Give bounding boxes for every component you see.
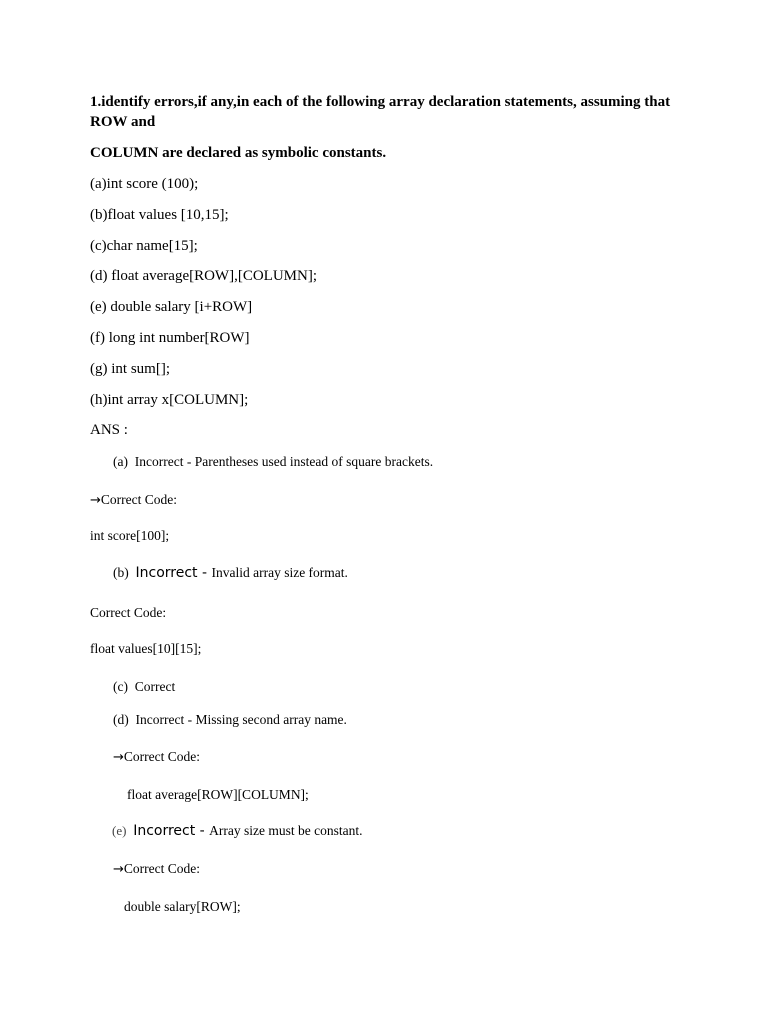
- answer-b: [113, 565, 348, 581]
- answer-d-correct-code-label: [113, 749, 200, 765]
- answer-d: [113, 712, 347, 728]
- answer-a-label: Correct Code:: [100, 492, 178, 507]
- answer-b-code: float values[10][15];: [90, 641, 202, 656]
- answer-d-status: Incorrect: [135, 712, 185, 727]
- arrow-right-icon: →: [113, 750, 124, 765]
- question-item-d: (d) float average[ROW],[COLUMN];: [90, 268, 317, 284]
- answer-a-reason: Parentheses used instead of square brackets.: [194, 454, 434, 469]
- question-item-b: (b)float values [10,15];: [90, 207, 229, 223]
- answer-e-status: Incorrect: [133, 823, 196, 839]
- answer-e-code: double salary[ROW];: [124, 899, 241, 914]
- answer-e: [112, 823, 363, 839]
- answer-d-code: float average[ROW][COLUMN];: [127, 787, 309, 802]
- answer-heading: ANS :: [90, 422, 128, 438]
- answer-b-dash: -: [197, 565, 212, 581]
- arrow-right-icon: →: [113, 862, 124, 877]
- answer-d-dash: -: [184, 712, 196, 727]
- answer-a-marker: (a): [113, 454, 128, 469]
- question-item-e: (e) double salary [i+ROW]: [90, 299, 253, 315]
- question-item-f: (f) long int number[ROW]: [90, 330, 250, 346]
- question-line-3: COLUMN are declared as symbolic constants.: [90, 145, 387, 161]
- answer-b-reason: Invalid array size format.: [211, 565, 348, 580]
- answer-c-marker: (c): [113, 679, 128, 694]
- answer-b-status: Incorrect: [135, 565, 198, 581]
- answer-b-label: Correct Code:: [90, 605, 167, 620]
- arrow-right-icon: →: [90, 493, 101, 508]
- answer-e-reason: Array size must be constant.: [209, 823, 363, 838]
- answer-a-code: int score[100];: [90, 528, 170, 543]
- answer-a-dash: -: [183, 454, 195, 469]
- answer-a-status: Incorrect: [134, 454, 184, 469]
- answer-c: [113, 679, 175, 695]
- question-item-h: (h)int array x[COLUMN];: [90, 392, 249, 408]
- answer-d-marker: (d): [113, 712, 129, 727]
- question-line-1: 1.identify errors,if any,in each of the following array declaration statements, assuming that: [90, 94, 671, 110]
- question-item-c: (c)char name[15];: [90, 238, 198, 254]
- answer-d-reason: Missing second array name.: [195, 712, 347, 727]
- answer-e-label: Correct Code:: [123, 861, 201, 876]
- answer-a: [113, 454, 433, 470]
- question-item-a: (a)int score (100);: [90, 176, 199, 192]
- answer-e-correct-code-label: [113, 861, 200, 877]
- answer-a-correct-code-label: [90, 492, 177, 508]
- question-line-2: ROW and: [90, 114, 156, 130]
- question-item-g: (g) int sum[];: [90, 361, 170, 377]
- answer-b-marker: (b): [113, 565, 129, 580]
- answer-e-marker: (e): [112, 823, 127, 838]
- answer-c-status: Correct: [134, 679, 176, 694]
- answer-e-dash: -: [195, 823, 210, 839]
- answer-d-label: Correct Code:: [123, 749, 201, 764]
